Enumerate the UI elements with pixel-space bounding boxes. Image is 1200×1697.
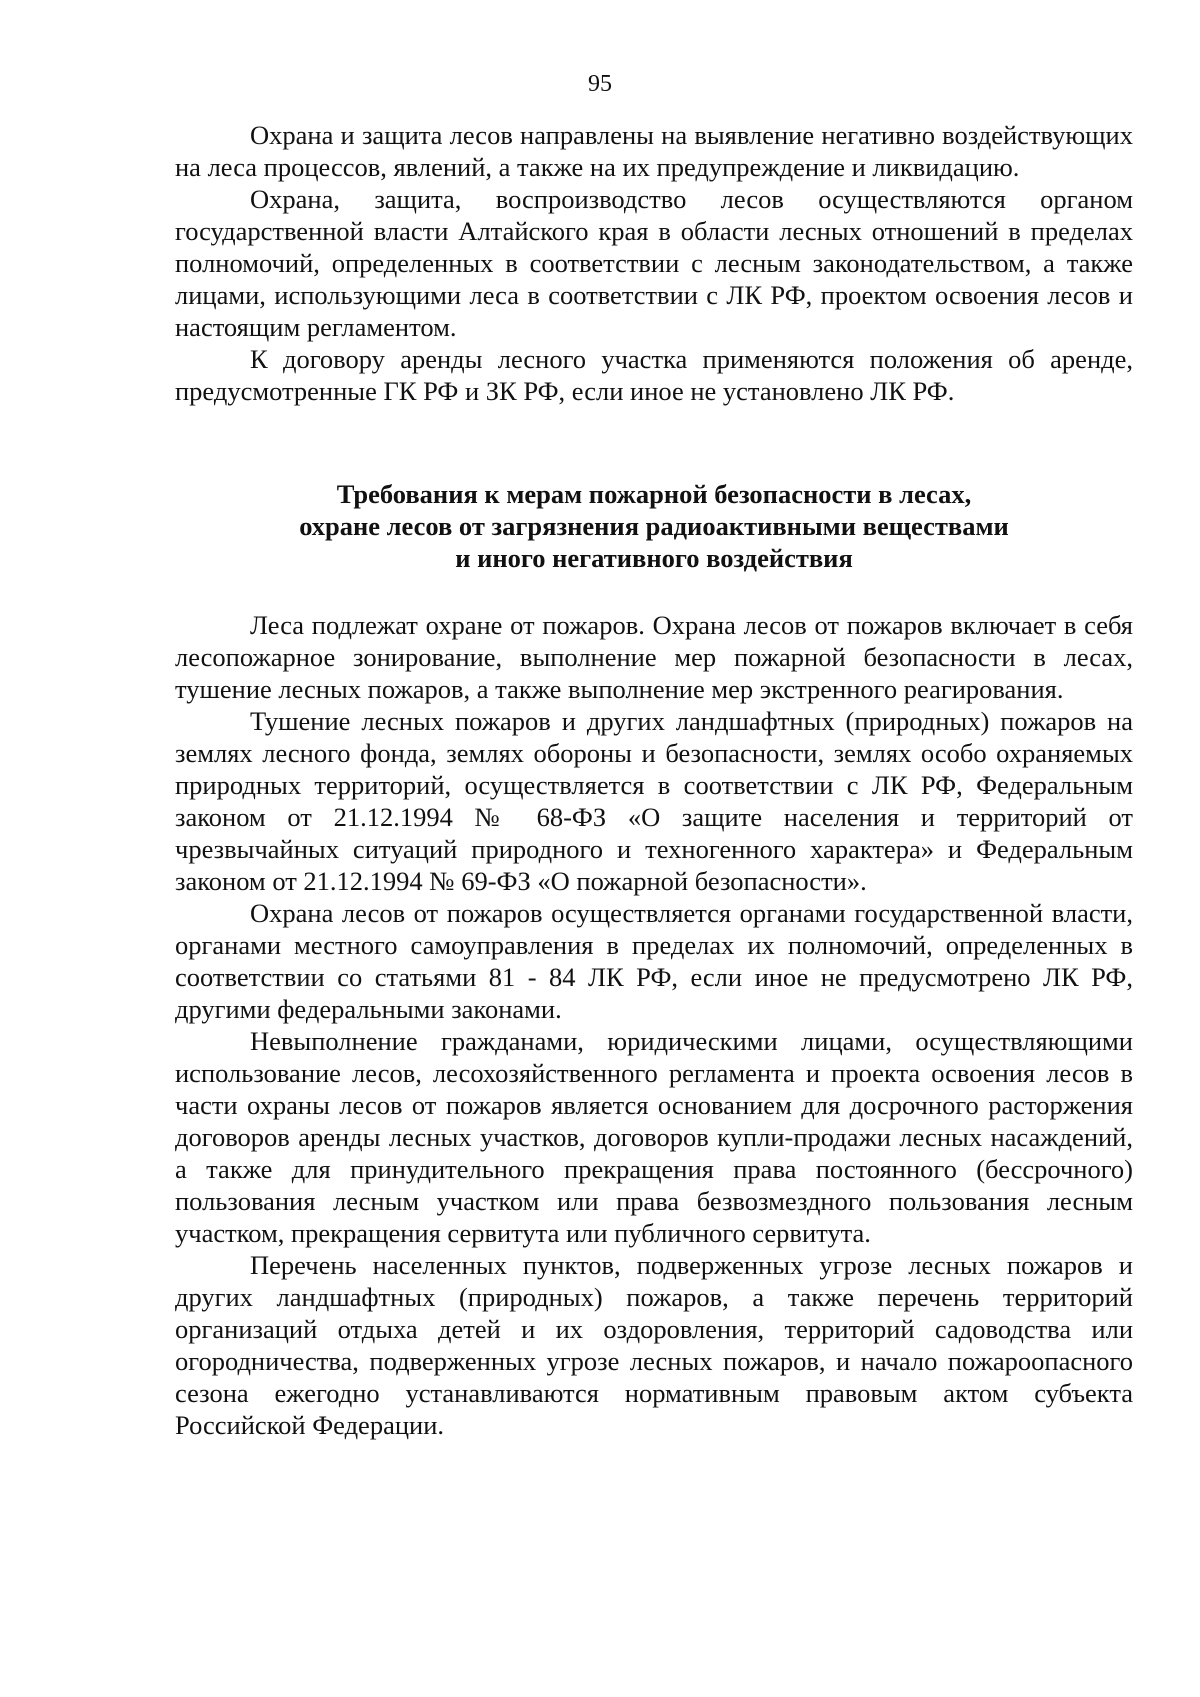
section-heading-line: и иного негативного воздействия bbox=[455, 543, 853, 573]
section-body bbox=[175, 609, 1133, 1441]
paragraph: Охрана, защита, воспроизводство лесов осуществляются органом государственной власти Алтайского края в области лесных отношений в пределах полномочий, определенных в соответствии с лесным законодательством, а также лицами, использующими леса в соответствии с ЛК РФ, проектом освоения лесов и настоящим регламентом. bbox=[175, 184, 1133, 342]
paragraph: Тушение лесных пожаров и других ландшафтных (природных) пожаров на землях лесного фонда, землях обороны и безопасности, землях особо охраняемых природных территорий, осуществляется в соответствии с ЛК РФ, Федеральным законом от 21.12.1994 № 68-ФЗ «О защите населения и территорий от чрезвычайных ситуаций природного и техногенного характера» и Федеральным законом от 21.12.1994 № 69-ФЗ «О пожарной безопасности». bbox=[175, 706, 1133, 896]
paragraph: Охрана лесов от пожаров осуществляется органами государственной власти, органами местного самоуправления в пределах их полномочий, определенных в соответствии со статьями 81 - 84 ЛК РФ, если иное не предусмотрено ЛК РФ, другими федеральными законами. bbox=[175, 898, 1133, 1024]
paragraph: Охрана и защита лесов направлены на выявление негативно воздействующих на леса процессов, явлений, а также на их предупреждение и ликвидацию. bbox=[175, 120, 1133, 182]
section-heading bbox=[175, 478, 1133, 574]
paragraph: К договору аренды лесного участка применяются положения об аренде, предусмотренные ГК РФ и ЗК РФ, если иное не установлено ЛК РФ. bbox=[175, 344, 1133, 406]
page-number: 95 bbox=[588, 71, 612, 97]
paragraph: Невыполнение гражданами, юридическими лицами, осуществляющими использование лесов, лесохозяйственного регламента и проекта освоения лесов в части охраны лесов от пожаров является основанием для досрочного расторжения договоров аренды лесных участков, договоров купли-продажи лесных насаждений, а также для принудительного прекращения права постоянного (бессрочного) пользования лесным участком или права безвозмездного пользования лесным участком, прекращения сервитута или публичного сервитута. bbox=[175, 1026, 1133, 1248]
section-heading-line: Требования к мерам пожарной безопасности в лесах, bbox=[336, 479, 972, 509]
paragraph: Перечень населенных пунктов, подверженных угрозе лесных пожаров и других ландшафтных (природных) пожаров, а также перечень территорий организаций отдыха детей и их оздоровления, территорий садоводства или огородничества, подверженных угрозе лесных пожаров, и начало пожароопасного сезона ежегодно устанавливаются нормативным правовым актом субъекта Российской Федерации. bbox=[175, 1250, 1133, 1440]
intro-text-block bbox=[175, 119, 1133, 407]
section-heading-line: охране лесов от загрязнения радиоактивными веществами bbox=[299, 511, 1009, 541]
paragraph: Леса подлежат охране от пожаров. Охрана лесов от пожаров включает в себя лесопожарное зонирование, выполнение мер пожарной безопасности в лесах, тушение лесных пожаров, а также выполнение мер экстренного реагирования. bbox=[175, 610, 1133, 704]
